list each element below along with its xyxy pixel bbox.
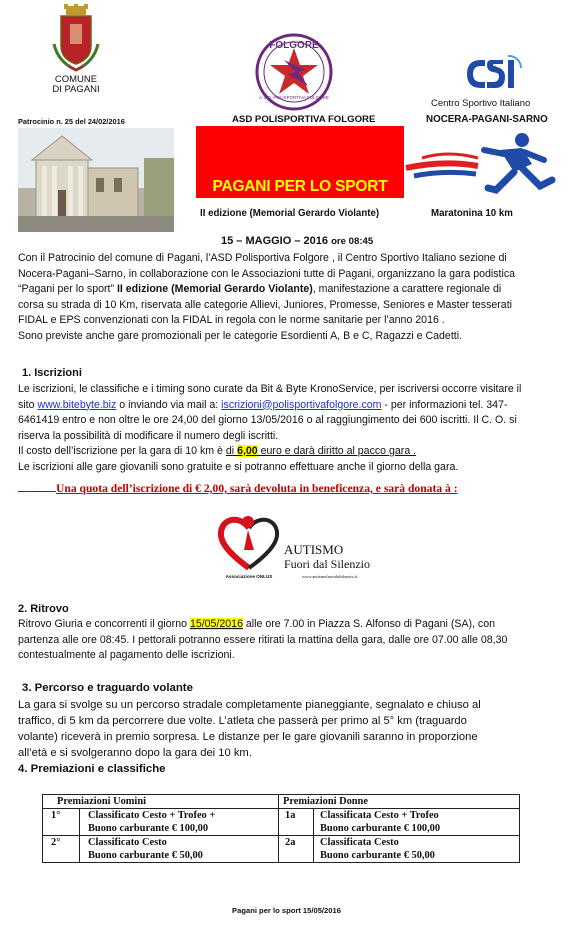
- comune-label: COMUNE: [54, 74, 98, 85]
- folgore-logo: [254, 32, 334, 112]
- pos-cell: 1a: [279, 809, 314, 836]
- cost-highlight: 6,00: [237, 445, 258, 457]
- intro-line: corsa su strada di 10 Km, riservata alle categorie Allievi, Juniores, Promesse, Seniores e Master tesserati: [18, 298, 513, 311]
- asd-label: ASD POLISPORTIVA FOLGORE: [232, 114, 376, 125]
- prize-cell: Classificata Cesto + Trofeo Buono carburante € 100,00: [314, 809, 520, 836]
- iscrizioni-line: Le iscrizioni alle gare giovanili sono gratuite e si potranno effettuare anche il giorno della gara.: [18, 460, 459, 473]
- folgore-text: FOLGORE: [269, 40, 319, 51]
- onlus-caption: Associazione ONLUS: [225, 574, 273, 579]
- intro-line: Sono previste anche gare promozionali per le categorie Esordienti A, B e C, Ragazzi e Cadetti.: [18, 329, 463, 342]
- title-banner: [196, 126, 404, 198]
- bitebyte-link[interactable]: www.bitebyte.biz: [37, 398, 117, 411]
- autismo-logo: [284, 542, 394, 582]
- edition-text: II edizione (Memorial Gerardo Violante): [200, 208, 380, 219]
- ritrovo-line: partenza alle ore 08:45. I pettorali potranno essere ritirati la mattina della gara, dalle ore 07.00 alle 08,30: [18, 633, 508, 646]
- section-3-title: 3. Percorso e traguardo volante: [22, 682, 193, 694]
- intro-line: FIDAL e EPS convenzionati con la FIDAL in regola con le norme sanitarie per l’anno 2016 .: [18, 314, 445, 326]
- table-header-row: [43, 795, 520, 809]
- csi-name: Centro Sportivo Italiano: [431, 98, 531, 109]
- header-donne: Premiazioni Donne: [279, 795, 520, 809]
- event-title: PAGANI PER LO SPORT: [212, 178, 388, 195]
- church-image-icon: [18, 128, 174, 232]
- intro-line: “Pagani per lo sport” II edizione (Memorial Gerardo Violante), manifestazione a carattere regionale di: [18, 283, 502, 295]
- percorso-paragraph: [18, 697, 558, 761]
- nocera-label: NOCERA-PAGANI-SARNO: [426, 114, 548, 125]
- coat-of-arms-icon: [46, 4, 106, 74]
- table-row: [43, 836, 520, 863]
- section-1-title: 1. Iscrizioni: [22, 367, 82, 379]
- section-2-title: 2. Ritrovo: [18, 603, 69, 615]
- email-link[interactable]: iscrizioni@polisportivafolgore.com: [221, 398, 382, 411]
- iscrizioni-paragraph: [18, 382, 558, 475]
- csi-logo: [463, 54, 523, 98]
- heart-figure-icon: [214, 510, 284, 572]
- donation-notice: Una quota dell’iscrizione di € 2,00, sarà devoluta in beneficenza, e sarà donata à :: [18, 481, 458, 495]
- intro-paragraph: [18, 251, 558, 344]
- comune-logo: [46, 4, 106, 96]
- pos-cell: 2°: [43, 836, 80, 863]
- iscrizioni-line: Le iscrizioni, le classifiche e i timing sono curate da Bit & Byte KronoService, per iscriversi occorre visitare il: [18, 383, 522, 395]
- header-uomini: Premiazioni Uomini: [43, 795, 279, 809]
- intro-line: Nocera-Pagani–Sarno, in collaborazione con le Associazioni tutte di Pagani, organizzano la gara podistica: [18, 267, 516, 280]
- event-date: [221, 235, 373, 247]
- charity-logo-heart: [214, 510, 284, 582]
- patrocinio-text: Patrocinio n. 25 del 24/02/2016: [18, 117, 125, 126]
- time-text: ore 08:45: [331, 236, 374, 247]
- runner-logo: [404, 130, 556, 202]
- runner-icon: [404, 130, 556, 202]
- percorso-line: traffico, di 5 km da percorrere due volte. L’atleta che passerà per primo al 5° km (traguardo: [18, 715, 467, 727]
- date-highlight: 15/05/2016: [189, 618, 243, 630]
- autismo-url: www.autismofuoridalsilenzio.it: [302, 574, 358, 579]
- date-text: 15 – MAGGIO – 2016: [221, 235, 328, 247]
- prize-cell: Classificata Cesto Buono carburante € 50,00: [314, 836, 520, 863]
- folgore-ring-text: A.S.D. POLISPORTIVA FOLGORE: [259, 95, 329, 100]
- maratonina-text: Maratonina 10 km: [431, 208, 513, 219]
- ritrovo-paragraph: [18, 617, 558, 664]
- percorso-line: La gara si svolge su un percorso stradale completamente pianeggiante, segnalato e chiuso al: [18, 699, 481, 711]
- table-row: [43, 809, 520, 836]
- prize-cell: Classificato Cesto Buono carburante € 50,00: [80, 836, 279, 863]
- comune-name: DI PAGANI: [52, 84, 100, 95]
- prize-cell: Classificato Cesto + Trofeo + Buono carburante € 100,00: [80, 809, 279, 836]
- csi-logo-icon: [463, 54, 523, 98]
- ritrovo-line: Ritrovo Giuria e concorrenti il giorno 15/05/2016 alle ore 7.00 in Piazza S. Alfonso di Pagani (SA), con: [18, 618, 496, 630]
- intro-line: Con il Patrocinio del comune di Pagani, l’ASD Polisportiva Folgore , il Centro Sportivo Italiano sezione di: [18, 252, 507, 264]
- iscrizioni-line: 6461419 entro e non oltre le ore 24,00 del giorno 13/05/2016 o al raggiungimento dei 600 iscritti. Il C. O. si: [18, 414, 517, 426]
- awards-table: [42, 794, 520, 863]
- church-photo: [18, 128, 174, 232]
- cost-line: Il costo dell’iscrizione per la gara di 10 km è di 6,00 euro e darà diritto al pacco gara .: [18, 445, 417, 457]
- pos-cell: 2a: [279, 836, 314, 863]
- autismo-title: AUTISMO: [284, 542, 344, 557]
- iscrizioni-line: riserva la possibilità di modificare il numero degli iscritti.: [18, 429, 279, 442]
- autismo-subtitle: Fuori dal Silenzio: [284, 557, 370, 571]
- section-4-title: 4. Premiazioni e classifiche: [18, 763, 166, 775]
- percorso-line: volante) riceverà in premio sorpresa. Le distanze per le gare giovanili saranno in proporzione: [18, 731, 478, 743]
- iscrizioni-line: sito www.bitebyte.biz o inviando via mail a: iscrizioni@polisportivafolgore.com - per informazioni tel. 347-: [18, 398, 508, 411]
- pos-cell: 1°: [43, 809, 80, 836]
- percorso-line: all’età e si svolgeranno dopo la gara dei 10 km.: [18, 747, 252, 759]
- page-footer: Pagani per lo sport 15/05/2016: [232, 906, 341, 915]
- ritrovo-line: contestualmente al pagamento delle iscrizioni.: [18, 649, 235, 661]
